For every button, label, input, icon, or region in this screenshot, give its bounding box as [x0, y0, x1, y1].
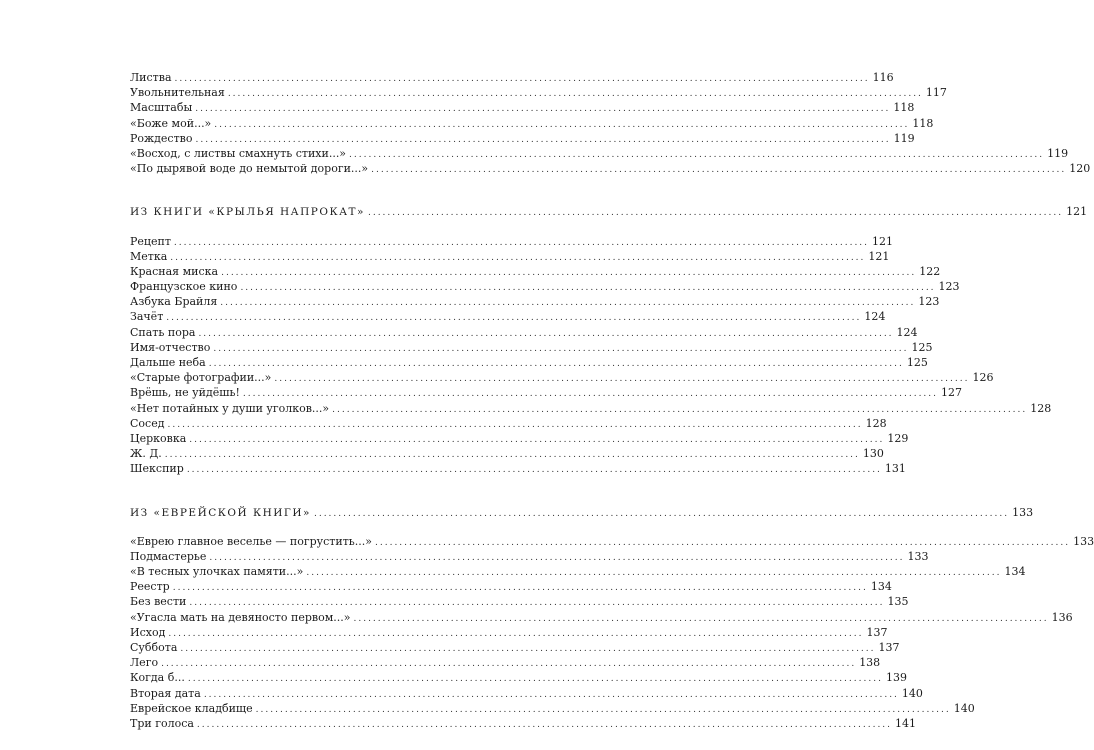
- toc-entry[interactable]: [130, 161, 1091, 176]
- toc-entry[interactable]: [130, 446, 884, 461]
- page-number: 133: [1012, 505, 1034, 519]
- entry-title: Суббота: [130, 641, 178, 654]
- dot-leader: [274, 372, 969, 387]
- page-number: 125: [906, 356, 928, 369]
- entry-title: Шекспир: [130, 462, 184, 476]
- page-number: 116: [872, 71, 894, 84]
- entry-title: Вторая дата: [130, 686, 201, 700]
- entry-title: Листва: [130, 71, 172, 84]
- toc-entry[interactable]: [130, 625, 888, 640]
- dot-leader: [175, 72, 870, 87]
- entry-title: Рождество: [130, 131, 193, 145]
- entry-title: Красная миска: [130, 264, 219, 278]
- entry-title: Три голоса: [130, 716, 194, 730]
- entry-title: Дальше неба: [130, 356, 206, 369]
- toc-entry[interactable]: [130, 146, 1069, 161]
- toc-entry[interactable]: [130, 564, 1026, 579]
- toc-entry[interactable]: [130, 70, 894, 85]
- entry-title: Ж. Д.: [130, 447, 162, 461]
- toc-entry[interactable]: [130, 534, 1094, 549]
- page-number: 122: [919, 264, 941, 278]
- dot-leader: [204, 688, 899, 703]
- toc-entry[interactable]: [130, 340, 933, 355]
- entry-title: Подмастерье: [130, 549, 207, 563]
- dot-leader: [349, 148, 1044, 163]
- entry-title: Метка: [130, 249, 168, 263]
- toc-entry[interactable]: [130, 116, 934, 131]
- dot-leader: [180, 642, 875, 657]
- dot-leader: [170, 251, 865, 266]
- dot-leader: [198, 327, 893, 342]
- page-number: 119: [1047, 146, 1069, 160]
- toc-entry[interactable]: [130, 610, 1073, 625]
- dot-leader: [375, 536, 1070, 551]
- toc-entry[interactable]: [130, 85, 947, 100]
- toc-entry[interactable]: [130, 416, 887, 431]
- entry-title: Церковка: [130, 431, 187, 445]
- toc-entry[interactable]: [130, 640, 900, 655]
- page-number: 120: [1069, 162, 1091, 176]
- page-number: 129: [887, 431, 909, 445]
- toc-entry[interactable]: [130, 249, 890, 264]
- dot-leader: [220, 296, 915, 311]
- dot-leader: [168, 627, 863, 642]
- toc-entry[interactable]: [130, 670, 907, 685]
- page-number: 121: [1066, 205, 1088, 219]
- dot-leader: [306, 566, 1001, 581]
- toc-entry[interactable]: [130, 461, 906, 476]
- entry-title: «Угасла мать на девяносто первом...»: [130, 610, 351, 624]
- page-number: 128: [1030, 401, 1052, 415]
- entry-title: Азбука Брайля: [130, 295, 218, 309]
- page-number: 124: [864, 310, 886, 324]
- section-heading[interactable]: [130, 505, 1034, 520]
- dot-leader: [228, 87, 923, 102]
- toc-entry[interactable]: [130, 234, 894, 249]
- entry-title: Рецепт: [130, 234, 171, 248]
- entry-title: Увольнительная: [130, 86, 225, 100]
- dot-leader: [166, 311, 861, 326]
- section-heading[interactable]: [130, 204, 1088, 219]
- page-number: 117: [925, 86, 947, 100]
- entry-title: Без вести: [130, 595, 187, 609]
- toc-entry[interactable]: [130, 370, 994, 385]
- dot-leader: [173, 581, 868, 596]
- page-number: 121: [868, 249, 890, 263]
- dot-leader: [195, 102, 890, 117]
- dot-leader: [240, 281, 935, 296]
- page-number: 139: [885, 671, 907, 685]
- toc-entry[interactable]: [130, 355, 928, 370]
- entry-title: Имя-отчество: [130, 340, 211, 354]
- dot-leader: [214, 118, 909, 133]
- dot-leader: [221, 266, 916, 281]
- entry-title: «Боже мой...»: [130, 116, 212, 130]
- entry-title: «Нет потайных у души уголков...»: [130, 401, 330, 415]
- toc-entry[interactable]: [130, 431, 909, 446]
- dot-leader: [371, 163, 1066, 178]
- entry-title: «Еврею главное веселье — погрустить...»: [130, 534, 372, 548]
- page-number: 135: [887, 595, 909, 609]
- entry-title: Врёшь, не уйдёшь!: [130, 386, 240, 400]
- dot-leader: [209, 357, 904, 372]
- page-number: 133: [907, 549, 929, 563]
- toc-entry[interactable]: [130, 309, 886, 324]
- dot-leader: [353, 612, 1048, 627]
- toc-entry[interactable]: [130, 401, 1052, 416]
- dot-leader: [174, 236, 869, 251]
- entry-title: Еврейское кладбище: [130, 701, 253, 715]
- dot-leader: [314, 507, 1009, 522]
- page-number: 119: [893, 131, 915, 145]
- entry-title: Масштабы: [130, 101, 193, 115]
- page-number: 137: [866, 625, 888, 639]
- entry-title: «Восход, с листвы смахнуть стихи...»: [130, 146, 347, 160]
- toc-entry[interactable]: [130, 655, 881, 670]
- toc-entry[interactable]: [130, 385, 963, 400]
- toc-entry[interactable]: [130, 701, 975, 716]
- entry-title: «По дырявой воде до немытой дороги...»: [130, 162, 369, 176]
- page-number: 138: [859, 656, 881, 670]
- dot-leader: [188, 672, 883, 687]
- page-number: 133: [1073, 534, 1094, 548]
- entry-title: Сосед: [130, 416, 165, 430]
- entry-title: Лего: [130, 656, 159, 670]
- dot-leader: [165, 448, 860, 463]
- entry-title: Спать пора: [130, 325, 196, 339]
- toc-entry[interactable]: [130, 294, 940, 309]
- page-number: 118: [893, 101, 915, 115]
- dot-leader: [213, 342, 908, 357]
- toc-entry[interactable]: [130, 100, 915, 115]
- page-number: 124: [896, 325, 918, 339]
- page-number: 140: [953, 701, 975, 715]
- dot-leader: [161, 657, 856, 672]
- page-number: 136: [1051, 610, 1073, 624]
- section-title: ИЗ «ЕВРЕЙСКОЙ КНИГИ»: [130, 506, 311, 519]
- toc-entry[interactable]: [130, 264, 941, 279]
- page-number: 123: [938, 280, 960, 294]
- toc-group: [130, 70, 1091, 176]
- dot-leader: [332, 403, 1027, 418]
- entry-title: «В тесных улочках памяти...»: [130, 565, 304, 579]
- dot-leader: [187, 463, 882, 478]
- entry-title: Зачёт: [130, 310, 164, 324]
- toc-entry[interactable]: [130, 579, 892, 594]
- section-title: ИЗ КНИГИ «КРЫЛЬЯ НАПРОКАТ»: [130, 206, 365, 219]
- entry-title: «Старые фотографии...»: [130, 371, 272, 385]
- toc-entry[interactable]: [130, 549, 929, 564]
- page-number: 127: [941, 386, 963, 400]
- page-number: 134: [870, 580, 892, 594]
- dot-leader: [368, 206, 1063, 221]
- toc-entry[interactable]: [130, 686, 923, 701]
- entry-title: Исход: [130, 625, 166, 639]
- page-number: 140: [901, 686, 923, 700]
- dot-leader: [209, 551, 904, 566]
- page-number: 141: [895, 716, 917, 730]
- page-number: 137: [878, 641, 900, 654]
- entry-title: Когда б...: [130, 671, 185, 685]
- entry-title: Реестр: [130, 580, 170, 594]
- page-number: 131: [884, 462, 906, 476]
- dot-leader: [256, 703, 951, 718]
- toc-group: [130, 204, 1088, 476]
- page-number: 126: [972, 371, 994, 385]
- toc-entry[interactable]: [130, 325, 918, 340]
- dot-leader: [167, 418, 862, 433]
- page-number: 134: [1004, 565, 1026, 579]
- toc-entry[interactable]: [130, 594, 909, 609]
- table-of-contents: [130, 70, 1094, 731]
- page-number: 128: [865, 416, 887, 430]
- toc-entry[interactable]: [130, 131, 915, 146]
- dot-leader: [243, 387, 938, 402]
- page-number: 125: [911, 340, 933, 354]
- dot-leader: [189, 433, 884, 448]
- toc-entry[interactable]: [130, 716, 917, 731]
- toc-group: [130, 505, 1094, 732]
- page-number: 118: [912, 116, 934, 130]
- page-number: 123: [918, 295, 940, 309]
- page-number: 121: [872, 234, 894, 248]
- page-number: 130: [862, 447, 884, 461]
- toc-entry[interactable]: [130, 279, 960, 294]
- dot-leader: [197, 718, 892, 733]
- entry-title: Французское кино: [130, 280, 238, 294]
